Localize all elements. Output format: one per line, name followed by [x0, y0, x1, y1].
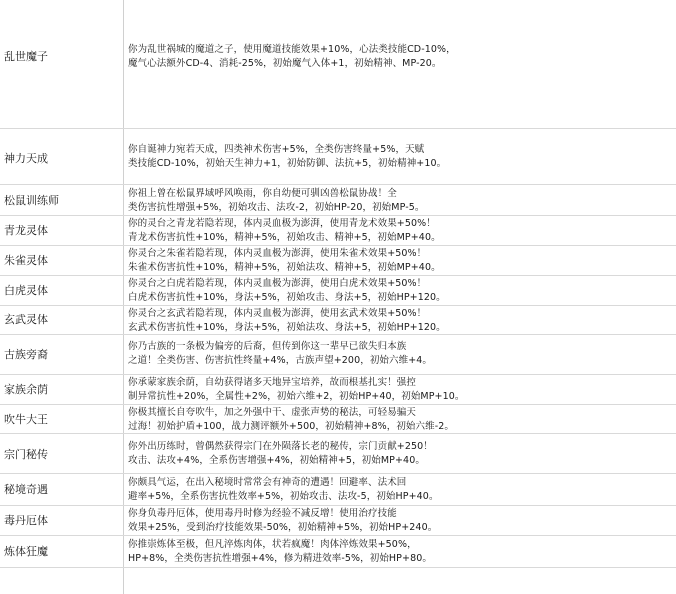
trait-name: 朱雀灵体	[4, 254, 48, 267]
table-row[interactable]	[0, 536, 676, 568]
description-line: 你自诞神力宛若天成，四类神术伤害+5%，全类伤害终量+5%，天赋	[128, 144, 425, 155]
description-line: 类伤害抗性增强+5%，初始攻击、法攻-2，初始HP-20，初始MP-5。	[128, 202, 425, 213]
trait-description	[128, 507, 668, 535]
trait-name: 吹牛大王	[4, 413, 48, 426]
table-row[interactable]	[0, 306, 676, 335]
trait-name: 炼体狂魔	[4, 545, 48, 558]
description-line: 你为乱世祸城的魔道之子，使用魔道技能效果+10%，心法类技能CD-10%，	[128, 44, 456, 55]
description-line: 你身负毒丹厄体，使用毒丹时修为经验不减反增！使用治疗技能	[128, 508, 397, 519]
trait-name: 宗门秘传	[4, 448, 48, 461]
trait-description	[128, 406, 668, 434]
table-row[interactable]	[0, 434, 676, 474]
trait-description	[128, 143, 668, 171]
description-line: 玄武术伤害抗性+10%，身法+5%，初始法攻、身法+5，初始HP+120。	[128, 322, 446, 333]
trait-description	[128, 247, 668, 275]
description-line: HP+8%，全类伤害抗性增强+4%，修为精进效率-5%，初始HP+80。	[128, 553, 432, 564]
description-line: 类技能CD-10%，初始天生神力+1，初始防御、法抗+5，初始精神+10。	[128, 158, 447, 169]
description-line: 避率+5%，全系伤害抗性效率+5%，初始攻击、法攻-5，初始HP+40。	[128, 491, 439, 502]
description-line: 你极其擅长自夸吹牛，加之外强中干、虚张声势的秘法，可轻易骗天	[128, 407, 417, 418]
description-line: 你灵台之白虎若隐若现，体内灵血极为澎湃，使用白虎术效果+50%！	[128, 278, 427, 289]
trait-description	[128, 307, 668, 335]
description-line: 魔气心法额外CD-4、消耗-25%，初始魔气入体+1，初始精神、MP-20。	[128, 58, 442, 69]
trait-name: 古族旁裔	[4, 348, 48, 361]
description-line: 你推崇炼体至极，但凡淬炼肉体，状若疯魔！肉体淬炼效果+50%，	[128, 539, 417, 550]
table-row[interactable]	[0, 474, 676, 506]
table-row[interactable]	[0, 0, 676, 129]
table-row[interactable]	[0, 375, 676, 405]
description-line: 你承蒙家族余荫，自幼获得诸多天地异宝培养，故而根基扎实！强控	[128, 377, 417, 388]
description-line: 你乃古族的一条极为偏旁的后裔，但传到你这一辈早已欲失归本族	[128, 341, 407, 352]
trait-name: 秘境奇遇	[4, 483, 48, 496]
description-line: 朱雀术伤害抗性+10%，精神+5%，初始法攻、精神+5，初始MP+40。	[128, 262, 441, 273]
description-line: 你灵台之玄武若隐若现，体内灵血极为澎湃，使用玄武术效果+50%！	[128, 308, 427, 319]
description-line: 你外出历练时，曾偶然获得宗门在外陨落长老的秘传，宗门贡献+250！	[128, 441, 433, 452]
trait-name: 青龙灵体	[4, 224, 48, 237]
description-line: 过海！初始护盾+100，战力测评额外+500，初始精神+8%，初始六维-2。	[128, 421, 454, 432]
table-row[interactable]	[0, 246, 676, 276]
trait-description	[128, 217, 668, 245]
description-line: 你的灵台之青龙若隐若现，体内灵血极为澎湃，使用青龙术效果+50%！	[128, 218, 436, 229]
table-row[interactable]	[0, 335, 676, 375]
description-line: 你祖上曾在松鼠界域呼风唤雨，你自幼便可驯凶兽松鼠协战！全	[128, 188, 397, 199]
table-row[interactable]	[0, 276, 676, 306]
trait-name: 松鼠训练师	[4, 194, 59, 207]
trait-description	[128, 538, 668, 566]
trait-name: 毒丹厄体	[4, 514, 48, 527]
trait-description	[128, 277, 668, 305]
description-line: 你颇具气运，在出入秘境时常常会有神奇的遭遇！回避率、法术回	[128, 477, 407, 488]
table-row[interactable]	[0, 129, 676, 185]
trait-description	[128, 187, 668, 215]
trait-description	[128, 440, 668, 468]
trait-description	[128, 43, 668, 71]
trait-name: 玄武灵体	[4, 313, 48, 326]
description-line: 效果+25%，受到治疗技能效果-50%，初始精神+5%，初始HP+240。	[128, 522, 438, 533]
description-line: 攻击、法攻+4%，全系伤害增强+4%，初始精神+5，初始MP+40。	[128, 455, 425, 466]
table-row[interactable]	[0, 216, 676, 246]
description-line: 制异常抗性+20%，全属性+2%，初始六维+2，初始HP+40，初始MP+10。	[128, 391, 465, 402]
trait-name: 白虎灵体	[4, 284, 48, 297]
description-line: 白虎术伤害抗性+10%，身法+5%，初始攻击、身法+5，初始HP+120。	[128, 292, 446, 303]
description-line: 青龙术伤害抗性+10%，精神+5%，初始攻击、精神+5，初始MP+40。	[128, 232, 441, 243]
description-line: 你灵台之朱雀若隐若现，体内灵血极为澎湃，使用朱雀术效果+50%！	[128, 248, 427, 259]
description-line: 之道！全类伤害、伤害抗性终量+4%，古族声望+200，初始六维+4。	[128, 355, 433, 366]
trait-description	[128, 340, 668, 368]
table-row[interactable]	[0, 185, 676, 216]
table-row[interactable]	[0, 405, 676, 434]
trait-name: 家族余荫	[4, 383, 48, 396]
trait-description	[128, 476, 668, 504]
trait-description	[128, 376, 668, 404]
table-row[interactable]	[0, 506, 676, 536]
trait-name: 神力天成	[4, 152, 48, 165]
trait-name: 乱世魔子	[4, 50, 48, 63]
